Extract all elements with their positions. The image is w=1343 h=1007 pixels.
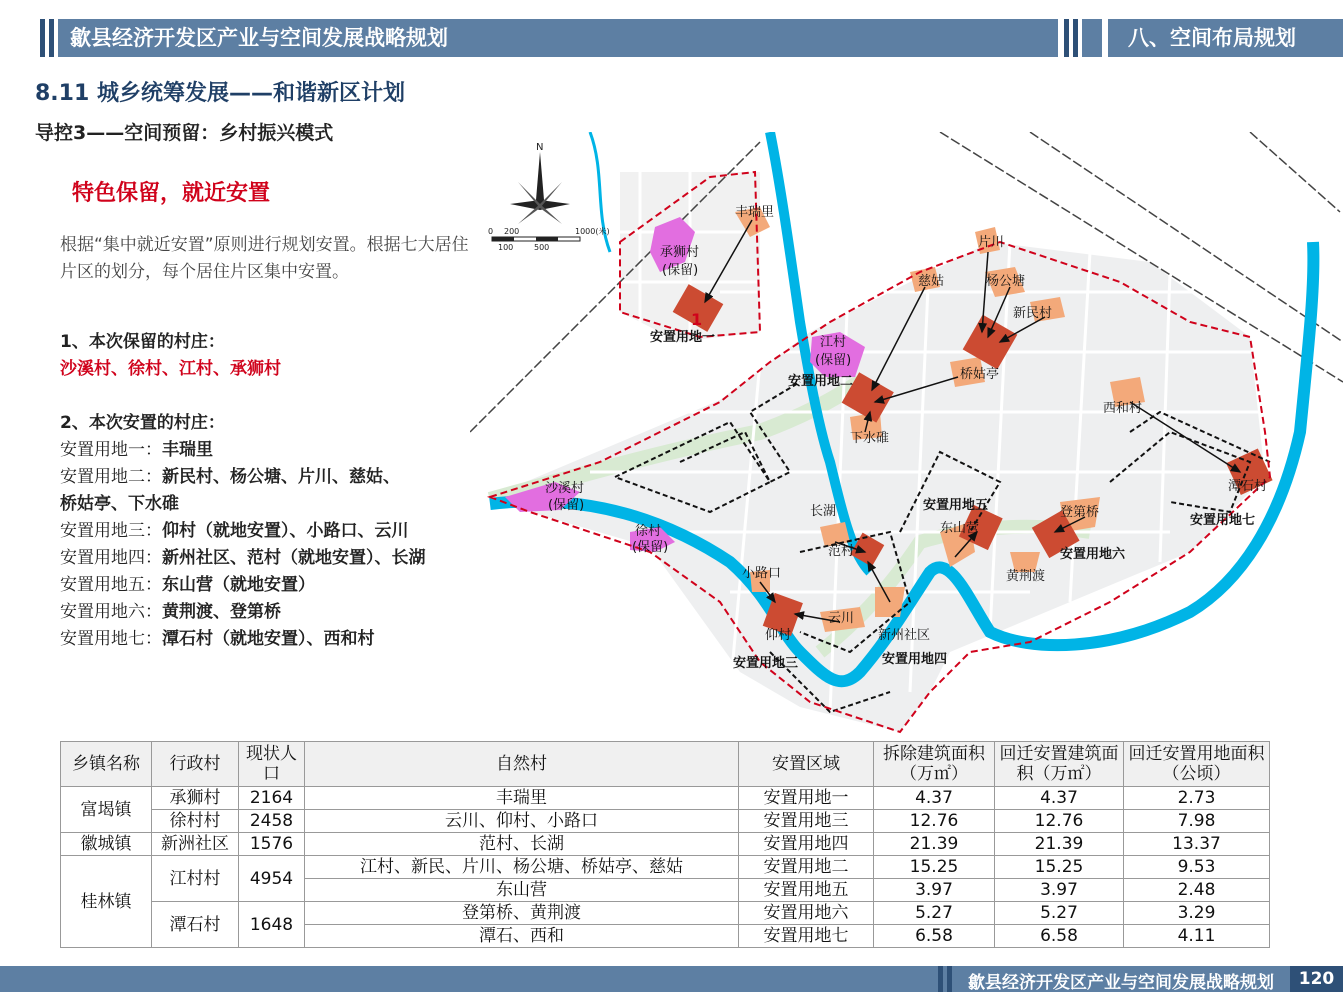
map-label: 江村 [820, 335, 847, 350]
header-title: 歙县经济开发区产业与空间发展战略规划 [70, 26, 448, 50]
map-label: 徐村 [635, 524, 662, 539]
map-label: (保留) [815, 353, 852, 368]
table-cell: 徐村村 [152, 810, 239, 833]
map-label: 1 [691, 310, 703, 329]
table-cell: 15.25 [874, 856, 995, 879]
intro-paragraph: 根据“集中就近安置”原则进行规划安置。根据七大居住片区的划分，每个居住片区集中安置。 [60, 235, 469, 282]
header-stripe [49, 19, 54, 57]
scale-label: 0 [488, 227, 494, 236]
table-cell: 1648 [239, 902, 305, 948]
footer-stripe [938, 966, 943, 992]
table-cell: 4.37 [874, 787, 995, 810]
map-label: (保留) [548, 498, 585, 513]
highlight-title: 特色保留，就近安置 [72, 181, 271, 206]
map-label: 沙溪村 [545, 481, 585, 496]
map-label: 慈姑 [918, 274, 945, 289]
table-cell: 21.39 [874, 833, 995, 856]
header-stripe [1073, 19, 1078, 57]
map-label: 杨公塘 [986, 274, 1026, 289]
scale-label: 100 [498, 243, 514, 252]
map-label: 长湖 [810, 504, 837, 519]
table-header: 乡镇名称 [61, 742, 152, 787]
relocation-item: 安置用地四：新州社区、范村（就地安置）、长湖 [60, 548, 426, 568]
map-label: 新州社区 [878, 628, 931, 643]
map-label: (保留) [662, 263, 699, 278]
map-label: (保留) [632, 540, 669, 555]
map-label: 东山营 [940, 521, 980, 536]
footer-stripe [947, 966, 952, 992]
table-cell: 21.39 [995, 833, 1124, 856]
map-label: 承狮村 [660, 245, 700, 260]
table-header: 安置区域 [739, 742, 874, 787]
table-header: 自然村 [305, 742, 739, 787]
table-cell: 12.76 [995, 810, 1124, 833]
table-cell: 6.58 [995, 925, 1124, 948]
table-header: 回迁安置建筑面积（万㎡） [995, 742, 1124, 787]
map-label: 范村 [828, 544, 855, 559]
relocation-item: 安置用地五：东山营（就地安置） [60, 575, 315, 595]
table-cell: 范村、长湖 [305, 833, 739, 856]
table-cell: 安置用地七 [739, 925, 874, 948]
table-row [61, 787, 1270, 810]
table-cell: 15.25 [995, 856, 1124, 879]
relocation-item: 安置用地三：仰村（就地安置）、小路口、云川 [60, 521, 409, 541]
map-label: 桥姑亭 [960, 367, 1000, 382]
table-cell: 5.27 [874, 902, 995, 925]
table-cell: 安置用地五 [739, 879, 874, 902]
relocation-item: 安置用地六：黄荆渡、登第桥 [60, 602, 281, 622]
table-header: 现状人口 [239, 742, 305, 787]
relocation-item: 桥姑亭、下水碓 [60, 494, 179, 514]
table-cell: 安置用地一 [739, 787, 874, 810]
table-cell: 9.53 [1124, 856, 1270, 879]
header-stripe [1064, 19, 1069, 57]
map-label: 片川 [978, 235, 1005, 250]
retained-heading: 1、本次保留的村庄： [60, 332, 225, 352]
header-section: 八、空间布局规划 [1128, 26, 1296, 50]
table-cell: 3.29 [1124, 902, 1270, 925]
map-label: 登第桥 [1060, 505, 1100, 520]
table-header-row [61, 742, 1270, 787]
retained-villages: 沙溪村、徐村、江村、承狮村 [60, 359, 281, 379]
table-cell: 4.37 [995, 787, 1124, 810]
map-label: 小路口 [742, 566, 782, 581]
relocated-heading: 2、本次安置的村庄： [60, 413, 225, 433]
table-cell: 3.97 [874, 879, 995, 902]
map-label: 安置用地七 [1190, 513, 1256, 528]
table-header: 回迁安置用地面积（公顷） [1124, 742, 1270, 787]
table-row [61, 833, 1270, 856]
table-cell: 登第桥、黄荆渡 [305, 902, 739, 925]
map-label: 新民村 [1013, 306, 1053, 321]
map-label: 安置用地五 [923, 498, 989, 513]
table-cell: 潭石、西和 [305, 925, 739, 948]
map-label: 云川 [828, 611, 855, 626]
table-cell: 新洲社区 [152, 833, 239, 856]
table-cell: 2458 [239, 810, 305, 833]
table-row [61, 856, 1270, 879]
table-cell: 安置用地四 [739, 833, 874, 856]
scale-label: 200 [504, 227, 520, 236]
header-stripe [1082, 19, 1102, 57]
table-cell: 12.76 [874, 810, 995, 833]
table-cell: 江村、新民、片川、杨公塘、桥姑亭、慈姑 [305, 856, 739, 879]
table-row [61, 810, 1270, 833]
map-label: 潭石村 [1228, 479, 1268, 494]
map-label: 安置用地三 [733, 656, 799, 671]
relocation-table [60, 741, 1270, 948]
section-title: 8.11 城乡统筹发展——和谐新区计划 [35, 81, 405, 106]
table-cell: 4.11 [1124, 925, 1270, 948]
map-label: 安置用地二 [788, 374, 854, 389]
table-cell: 桂林镇 [61, 856, 152, 948]
map-label: 丰瑞里 [735, 205, 775, 220]
map-label: 安置用地四 [882, 652, 948, 667]
relocation-item: 安置用地二：新民村、杨公塘、片川、慈姑、 [60, 467, 400, 487]
map-label: 安置用地一 [650, 330, 716, 345]
table-cell: 2.73 [1124, 787, 1270, 810]
table-cell: 安置用地二 [739, 856, 874, 879]
table-cell: 安置用地六 [739, 902, 874, 925]
table-cell: 东山营 [305, 879, 739, 902]
map-label: 黄荆渡 [1006, 569, 1046, 584]
table-cell: 5.27 [995, 902, 1124, 925]
table-cell: 徽城镇 [61, 833, 152, 856]
relocation-item: 安置用地七：潭石村（就地安置）、西和村 [60, 629, 375, 649]
north-label: N [536, 142, 544, 153]
table-cell: 13.37 [1124, 833, 1270, 856]
planning-map [470, 132, 1343, 742]
table-cell: 云川、仰村、小路口 [305, 810, 739, 833]
table-cell: 富堨镇 [61, 787, 152, 833]
subtitle: 导控3——空间预留：乡村振兴模式 [35, 122, 334, 144]
table-header: 拆除建筑面积（万㎡） [874, 742, 995, 787]
scale-label: 1000(米) [575, 227, 610, 236]
table-cell: 1576 [239, 833, 305, 856]
relocation-item: 安置用地一：丰瑞里 [60, 440, 213, 460]
header-stripe [40, 19, 45, 57]
map-label: 仰村 [765, 628, 792, 643]
table-cell: 3.97 [995, 879, 1124, 902]
table-cell: 6.58 [874, 925, 995, 948]
table-cell: 7.98 [1124, 810, 1270, 833]
table-cell: 江村村 [152, 856, 239, 902]
table-cell: 2164 [239, 787, 305, 810]
table-row [61, 902, 1270, 925]
page-number: 120 [1290, 966, 1343, 992]
map-label: 西和村 [1103, 401, 1143, 416]
table-cell: 承狮村 [152, 787, 239, 810]
map-label: 安置用地六 [1060, 547, 1126, 562]
table-cell: 丰瑞里 [305, 787, 739, 810]
scale-label: 500 [534, 243, 550, 252]
table-cell: 2.48 [1124, 879, 1270, 902]
footer-title: 歙县经济开发区产业与空间发展战略规划 [968, 973, 1274, 993]
table-cell: 潭石村 [152, 902, 239, 948]
table-cell: 安置用地三 [739, 810, 874, 833]
table-cell: 4954 [239, 856, 305, 902]
table-header: 行政村 [152, 742, 239, 787]
map-label: 下水碓 [850, 431, 890, 446]
